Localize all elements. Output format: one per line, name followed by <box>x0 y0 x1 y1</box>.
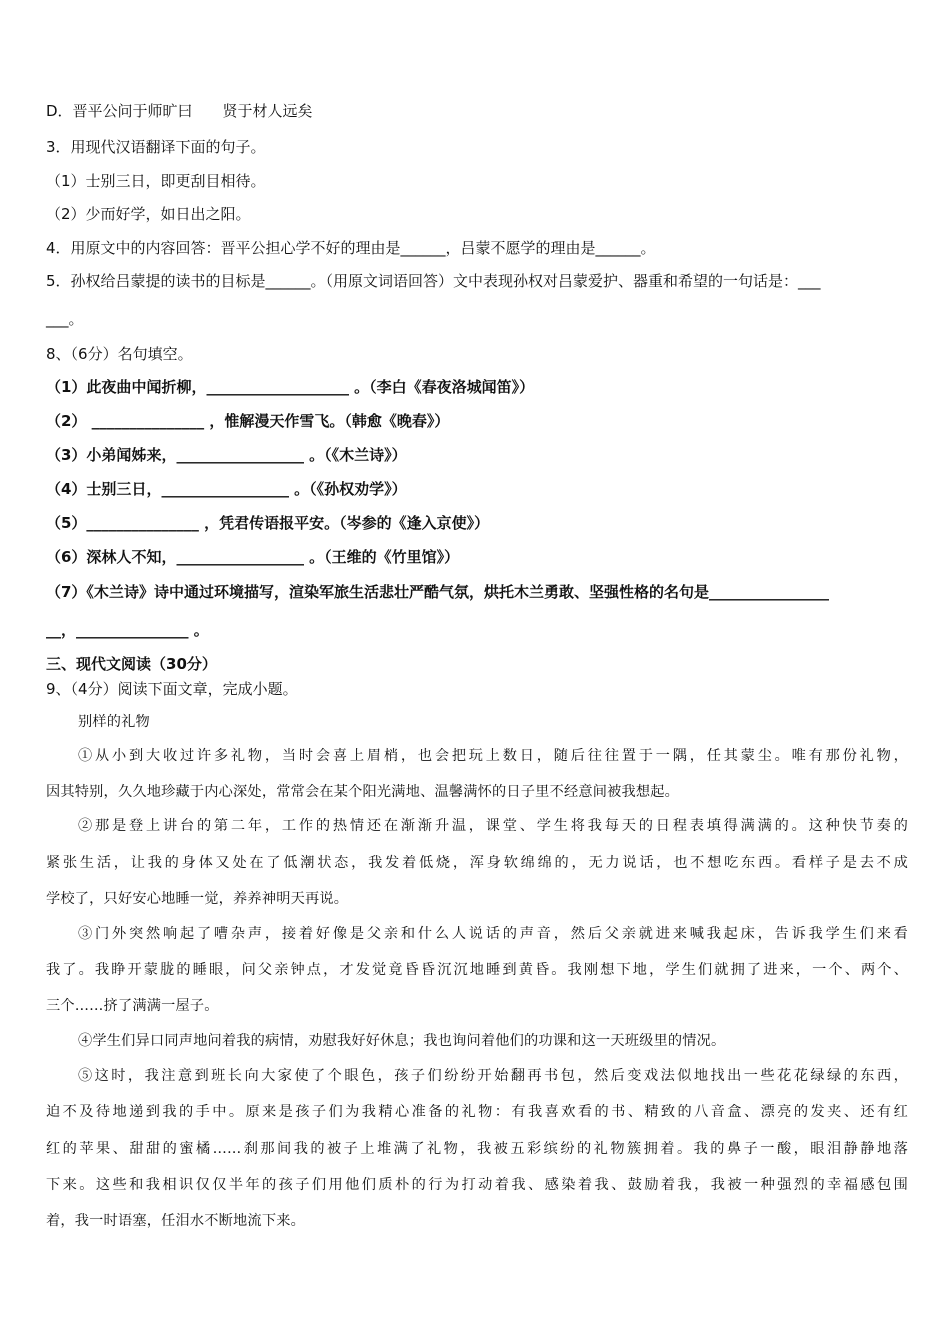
question-8-item-2: （2） _______________ ，惟解漫天作雪飞。（韩愈《晚春》） <box>46 412 450 430</box>
paragraph-1-line-2: 因其特别，久久地珍藏于内心深处，常常会在某个阳光满地、温馨满怀的日子里不经意间被我想起。 <box>46 784 680 800</box>
question-8-item-5: （5）_______________ ，凭君传语报平安。（岑参的《逢入京使》） <box>46 514 490 532</box>
question-8-heading <box>46 344 908 364</box>
question-8-item-7-line-2: __，_______________ 。 <box>46 621 209 639</box>
article-title: 别样的礼物 <box>78 714 150 730</box>
paragraph-5-line-1: ⑤这时，我注意到班长向大家使了个眼色，孩子们纷纷开始翻再书包，然后变戏法似地找出一些花花绿绿的东西， <box>78 1068 908 1084</box>
question-5-line-2: ___。 <box>46 310 84 328</box>
paragraph-1-line-1: ①从小到大收过许多礼物，当时会喜上眉梢，也会把玩上数日，随后往往置于一隅，任其蒙尘。唯有那份礼物， <box>78 748 908 764</box>
paragraph-2-line-1: ②那是登上讲台的第二年，工作的热情还在渐渐升温，课堂、学生将我每天的日程表填得满满的。这种快节奏的 <box>78 818 908 834</box>
question-8-item-1: （1）此夜曲中闻折柳，___________________ 。（李白《春夜洛城闻笛》） <box>46 378 535 396</box>
paragraph-3-line-2: 我了。我睁开蒙胧的睡眼，问父亲钟点，才发觉竟昏昏沉沉地睡到黄昏。我刚想下地，学生们就拥了进来，一个、两个、 <box>46 962 908 978</box>
question-4: 4．用原文中的内容回答：晋平公担心学不好的理由是______，吕蒙不愿学的理由是______。 <box>46 239 656 257</box>
question-3: 3．用现代汉语翻译下面的句子。 <box>46 138 266 156</box>
question-8-item-7-line-1: （7）《木兰诗》诗中通过环境描写，渲染军旅生活悲壮严酷气氛，烘托木兰勇敢、坚强性格的名句是________________ <box>46 583 829 601</box>
question-8-item-3: （3）小弟闻姊来，_________________ 。（《木兰诗》） <box>46 446 407 464</box>
question-3-item-2: （2）少而好学，如日出之阳。 <box>46 205 251 223</box>
question-9: 9、（4分）阅读下面文章，完成小题。 <box>46 680 298 698</box>
paragraph-5-line-5: 着，我一时语塞，任泪水不断地流下来。 <box>46 1213 305 1229</box>
question-5-line-1: 5．孙权给吕蒙提的读书的目标是______。（用原文词语回答）文中表现孙权对吕蒙爱护、器重和希望的一句话是：___ <box>46 272 821 290</box>
question-3-item-1: （1）士别三日，即更刮目相待。 <box>46 172 266 190</box>
paragraph-3-line-3: 三个……挤了满满一屋子。 <box>46 998 219 1014</box>
question-8-item-4: （4）士别三日，_________________ 。（《孙权劝学》） <box>46 480 407 498</box>
paragraph-5-line-3: 红的苹果、甜甜的蜜橘……刹那间我的被子上堆满了礼物，我被五彩缤纷的礼物簇拥着。我的鼻子一酸，眼泪静静地落 <box>46 1141 908 1157</box>
option-d: D．晋平公问于师旷曰 贤于材人远矣 <box>46 102 313 120</box>
question-8-item-6: （6）深林人不知，_________________ 。（王维的《竹里馆》） <box>46 548 460 566</box>
paragraph-2-line-3: 学校了，只好安心地睡一觉，养养神明天再说。 <box>46 891 349 907</box>
paragraph-5-line-2: 迫不及待地递到我的手中。原来是孩子们为我精心准备的礼物：有我喜欢看的书、精致的八音盒、漂亮的发夹、还有红 <box>46 1104 908 1120</box>
paragraph-2-line-2: 紧张生活，让我的身体又处在了低潮状态，我发着低烧，浑身软绵绵的，无力说话，也不想吃东西。看样子是去不成 <box>46 855 908 871</box>
paragraph-5-line-4: 下来。这些和我相识仅仅半年的孩子们用他们质朴的行为打动着我、感染着我、鼓励着我，我被一种强烈的幸福感包围 <box>46 1177 908 1193</box>
paragraph-3-line-1: ③门外突然响起了嘈杂声，接着好像是父亲和什么人说话的声音，然后父亲就进来喊我起床，告诉我学生们来看 <box>78 926 908 942</box>
section-3-heading: 三、现代文阅读（30分） <box>46 655 217 673</box>
question-8-heading-text: 8、（6分）名句填空。 <box>46 345 193 363</box>
paragraph-4: ④学生们异口同声地问着我的病情，劝慰我好好休息；我也询问着他们的功课和这一天班级里的情况。 <box>78 1033 726 1049</box>
